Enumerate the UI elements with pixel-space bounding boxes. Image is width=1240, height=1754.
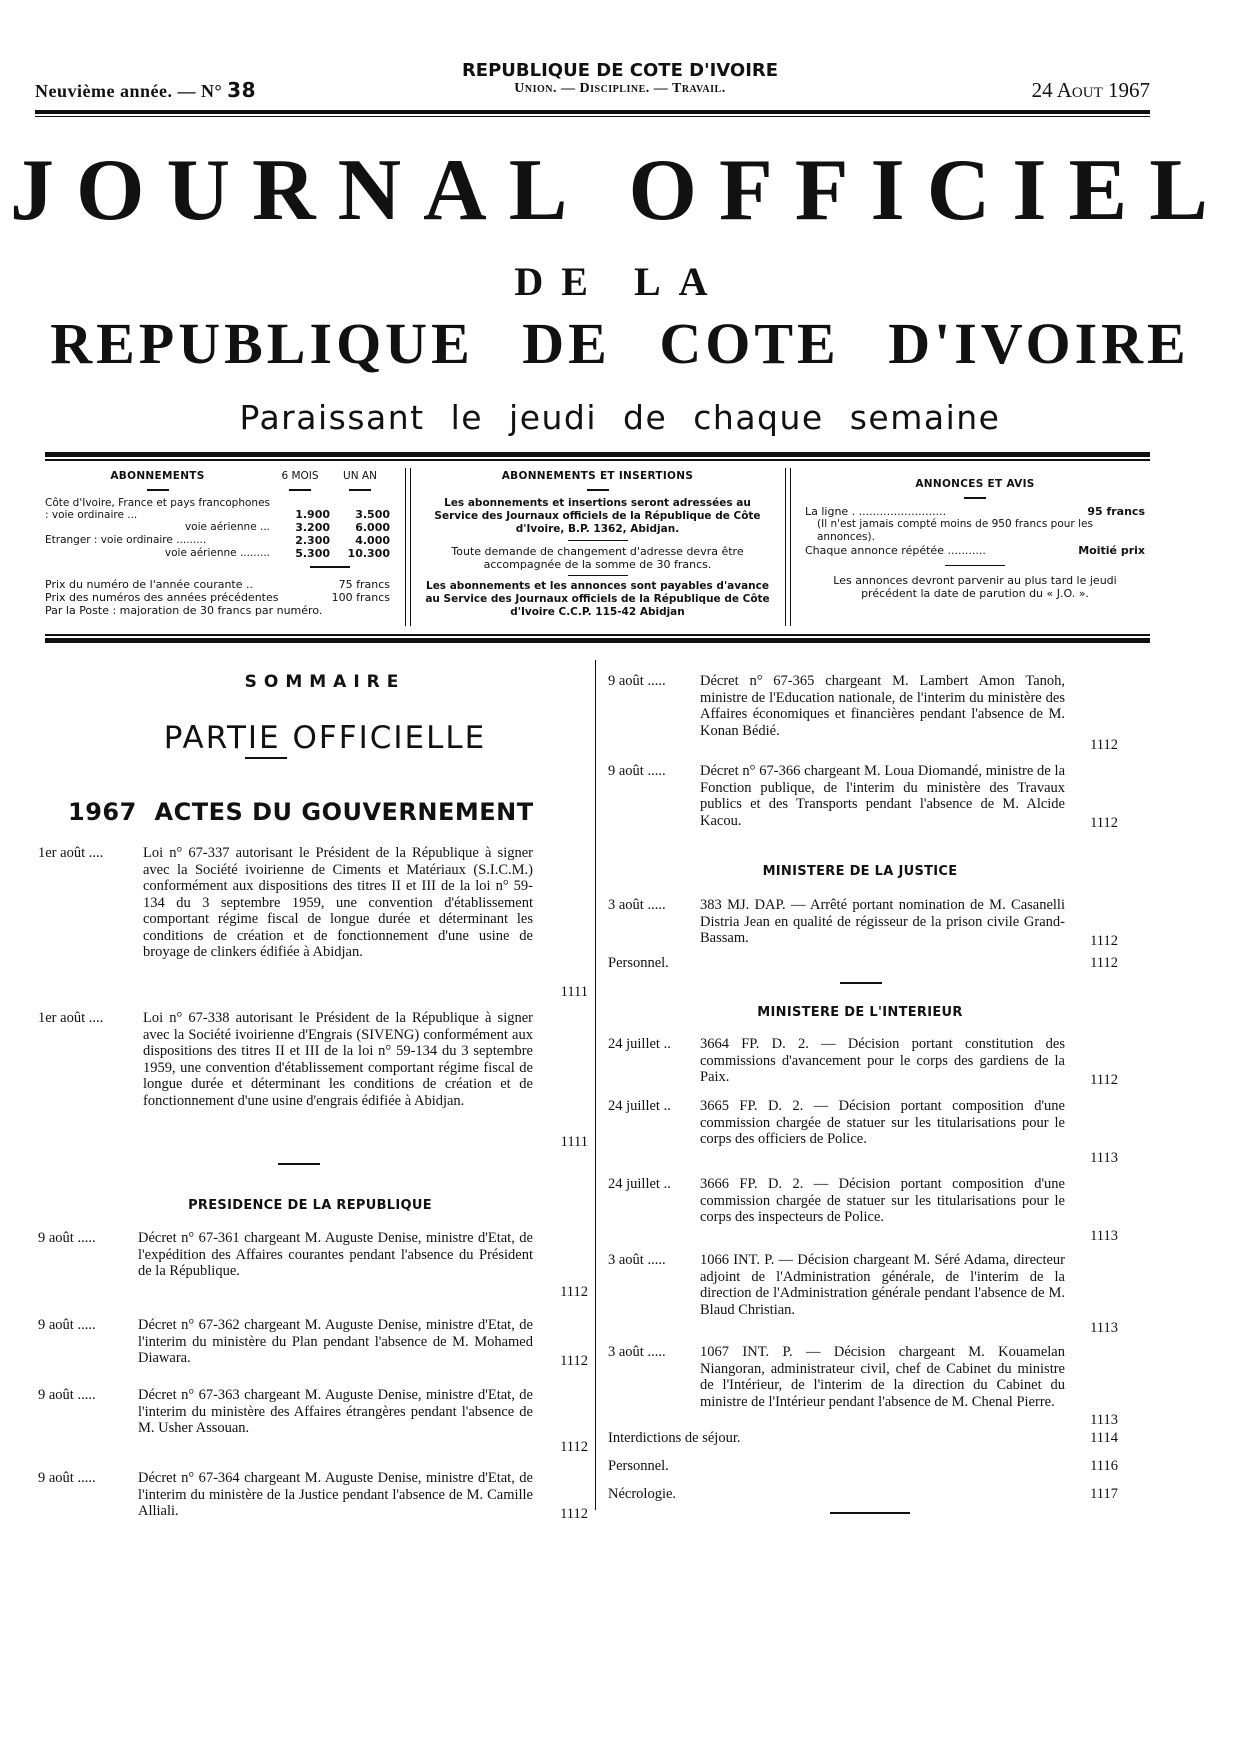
annonces-heading: ANNONCES ET AVIS (915, 478, 1035, 490)
header-country: REPUBLIQUE DE COTE D'IVOIRE (461, 60, 779, 81)
insertions-payment: Les abonnements et les annonces sont payables d'avance au Service des Journaux officiels de la République de Côte d'Ivoire C.C.P. 115-42 Abidjan (425, 580, 770, 618)
entry-page: 1112 (560, 1283, 588, 1300)
entry-text: 1067 INT. P. — Décision chargeant M. Kouamelan Niangoran, administrateur civil, chef de Cabinet du ministre de l'Intérieur, de l'interim de la direction du Cabinet du ministre de l'Intérieur pendant l'absence de M. Chenal Pierre. (700, 1344, 1065, 1410)
header-center (420, 60, 820, 97)
header-motto: Union. — Discipline. — Travail. (514, 81, 726, 96)
annonce-line-value: 95 francs (1087, 505, 1145, 518)
tarif-value: 10.300 (347, 547, 390, 560)
entry-page: 1112 (1090, 932, 1118, 949)
price-label: Prix du numéro de l'année courante .. (45, 578, 254, 591)
entry-text: Décret n° 67-363 chargeant M. Auguste Denise, ministre d'Etat, de l'interim du ministère des Affaires étrangères pendant l'absence de M. Usher Assouan. (138, 1387, 533, 1436)
edition-label: Neuvième année. — N° (35, 81, 223, 101)
tarif-label: voie aérienne ... (184, 521, 270, 533)
insertions-heading: ABONNEMENTS ET INSERTIONS (501, 470, 694, 482)
entry-page: 1117 (1090, 1486, 1118, 1502)
actes-heading (68, 798, 568, 826)
entry-text: Loi n° 67-337 autorisant le Président de la République à signer avec la Société ivoirienne de Ciments et Matériaux (S.I.C.M.) conformément aux dispositions des titres II et III de la loi n° 59-134 du 3 septembre 1959, une convention d'établissement comportant régime fiscal de longue durée et déterminant les conditions de création et de fonctionnement d'une usine de broyage de clinkers édifiée à Abidjan. (143, 845, 533, 960)
box-separator (785, 468, 791, 626)
annonce-line-label: La ligne . ......................... (805, 505, 947, 518)
list-item (608, 1458, 1118, 1475)
list-item (38, 845, 588, 1000)
annonce-repeat-label: Chaque annonce répétée ........... (805, 544, 986, 557)
entry-date: 24 juillet .. (608, 1098, 671, 1114)
entry-page: 1111 (560, 1133, 588, 1150)
list-item (608, 1344, 1118, 1428)
entry-page: 1112 (560, 1438, 588, 1455)
entry-date: 9 août ..... (38, 1387, 96, 1403)
entry-page: 1112 (1090, 1071, 1118, 1088)
entry-text: Décret n° 67-364 chargeant M. Auguste Denise, ministre d'Etat, de l'interim du ministère de la Justice pendant l'absence de M. Camille Alliali. (138, 1470, 533, 1519)
entry-page: 1113 (1090, 1149, 1118, 1166)
entry-page: 1112 (1090, 814, 1118, 831)
section-presidence: PRESIDENCE DE LA REPUBLIQUE (188, 1198, 432, 1213)
tarif-value: 2.300 (295, 534, 330, 547)
title-de-la: DE LA (514, 259, 726, 304)
entry-text: Décret n° 67-361 chargeant M. Auguste Denise, ministre d'Etat, de l'expédition des Affaires courantes pendant l'absence du Président de la République. (138, 1230, 533, 1279)
list-item (38, 1470, 588, 1522)
entry-page: 1112 (1090, 736, 1118, 753)
insertions-change-address: Toute demande de changement d'adresse devra être accompagnée de la somme de 30 francs. (451, 545, 744, 571)
price-note: Par la Poste : majoration de 30 francs par numéro. (45, 604, 323, 617)
entry-page: 1113 (1090, 1227, 1118, 1244)
box-separator (405, 468, 411, 626)
entry-label: Nécrologie. (608, 1486, 677, 1502)
list-item (608, 897, 1118, 949)
header-rule-thin (35, 116, 1150, 117)
insertions-address: Les abonnements et insertions seront adressées au Service des Journaux officiels de la République de Côte d'Ivoire, B.P. 1362, Abidjan. (434, 497, 761, 535)
entry-page: 1113 (1090, 1319, 1118, 1336)
section-interieur: MINISTERE DE L'INTERIEUR (757, 1005, 963, 1020)
boxes-rule-thin (45, 634, 1150, 636)
list-item (608, 1252, 1118, 1336)
title-republic: REPUBLIQUE DE COTE D'IVOIRE (50, 311, 1190, 376)
entry-date: 3 août ..... (608, 1252, 666, 1268)
list-item (38, 1387, 588, 1455)
entry-date: 9 août ..... (608, 763, 666, 779)
annonces-box (805, 470, 1145, 622)
partie-underline (245, 757, 287, 759)
entry-page: 1112 (560, 1505, 588, 1522)
price-value: 100 francs (331, 591, 390, 604)
entry-text: Décret n° 67-362 chargeant M. Auguste Denise, ministre d'Etat, de l'interim du ministère du Plan pendant l'absence de M. Mohamed Diawara. (138, 1317, 533, 1366)
list-item (38, 1010, 588, 1150)
price-label: Prix des numéros des années précédentes (45, 591, 279, 604)
journal-title: JOURNAL OFFICIEL (10, 142, 1230, 239)
annonce-repeat-value: Moitié prix (1078, 544, 1145, 557)
actes-title: ACTES DU GOUVERNEMENT (154, 798, 534, 826)
col-6-mois: 6 MOIS (281, 470, 319, 482)
tarif-label: Côte d'Ivoire, France et pays francophones : voie ordinaire ... (45, 497, 271, 521)
entry-page: 1113 (1090, 1411, 1118, 1428)
entry-text: 3666 FP. D. 2. — Décision portant composition d'une commission chargée de statuer sur les titularisations pour le corps des inspecteurs de Police. (700, 1176, 1065, 1225)
tarif-value: 1.900 (295, 508, 330, 521)
entry-text: Décret n° 67-366 chargeant M. Loua Diomandé, ministre de la Fonction publique, de l'interim du ministère des Travaux publics et des Transports pendant l'absence de M. Alcide Kacou. (700, 763, 1065, 829)
boxes-rule (45, 638, 1150, 643)
entry-date: 9 août ..... (38, 1470, 96, 1486)
insertions-box (425, 470, 770, 622)
entry-date: 1er août .... (38, 1010, 104, 1026)
list-item (608, 673, 1118, 753)
entry-label: Interdictions de séjour. (608, 1430, 741, 1446)
annonce-line-note: (Il n'est jamais compté moins de 950 francs pour les annonces). (817, 518, 1093, 543)
entry-text: 3664 FP. D. 2. — Décision portant constitution des commissions d'avancement pour le corps des gardiens de la Paix. (700, 1036, 1065, 1085)
entry-date: 3 août ..... (608, 1344, 666, 1360)
masthead-rule-thin (45, 459, 1150, 461)
entry-page: 1116 (1090, 1458, 1118, 1474)
tarif-value: 5.300 (295, 547, 330, 560)
masthead-rule (45, 452, 1150, 457)
list-item (608, 1176, 1118, 1244)
entry-text: 383 MJ. DAP. — Arrêté portant nomination de M. Casanelli Distria Jean en qualité de régisseur de la prison civile Grand-Bassam. (700, 897, 1065, 946)
entry-text: Décret n° 67-365 chargeant M. Lambert Amon Tanoh, ministre de l'Education nationale, de l'interim du ministère des Affaires économiques et financières pendant l'absence de M. Konan Bédié. (700, 673, 1065, 739)
list-item (608, 1036, 1118, 1088)
partie-officielle: PARTIE OFFICIELLE (163, 720, 487, 756)
separator (840, 982, 882, 984)
entry-label: Personnel. (608, 955, 669, 971)
end-separator (830, 1512, 910, 1514)
separator (278, 1163, 320, 1165)
tarif-value: 3.200 (295, 521, 330, 534)
list-item (608, 1098, 1118, 1166)
abonnements-heading: ABONNEMENTS (110, 470, 205, 482)
tarif-value: 6.000 (355, 521, 390, 534)
list-item (608, 1486, 1118, 1503)
column-separator (595, 660, 596, 1510)
col-un-an: UN AN (343, 470, 377, 482)
sommaire-title: SOMMAIRE (244, 672, 406, 692)
tarif-value: 3.500 (355, 508, 390, 521)
tarif-label: Etranger : voie ordinaire ......... (45, 534, 207, 546)
entry-text: 1066 INT. P. — Décision chargeant M. Séré Adama, directeur adjoint de l'Administration générale, de l'interim de la direction de l'Administration générale pendant l'absence de M. Blaud Christian. (700, 1252, 1065, 1318)
list-item (608, 763, 1118, 831)
entry-date: 3 août ..... (608, 897, 666, 913)
entry-page: 1111 (560, 983, 588, 1000)
tarif-value: 4.000 (355, 534, 390, 547)
entry-date: 24 juillet .. (608, 1036, 671, 1052)
entry-date: 24 juillet .. (608, 1176, 671, 1192)
entry-date: 9 août ..... (38, 1230, 96, 1246)
entry-date: 1er août .... (38, 845, 104, 861)
tarif-label: voie aérienne ......... (164, 547, 270, 559)
actes-year: 1967 (68, 798, 137, 826)
list-item (38, 1230, 588, 1300)
list-item (608, 955, 1118, 972)
abonnements-box (45, 470, 390, 622)
publication-frequency: Paraissant le jeudi de chaque semaine (239, 398, 1001, 437)
section-justice: MINISTERE DE LA JUSTICE (762, 864, 958, 879)
annonce-deadline: Les annonces devront parvenir au plus tard le jeudi précédent la date de parution du « J.O. ». (833, 574, 1117, 600)
list-item (608, 1430, 1118, 1447)
issue-number: 38 (227, 78, 257, 102)
entry-date: 9 août ..... (38, 1317, 96, 1333)
entry-page: 1114 (1090, 1430, 1118, 1446)
edition-info (35, 78, 256, 102)
entry-page: 1112 (1090, 955, 1118, 971)
entry-text: Loi n° 67-338 autorisant le Président de la République à signer avec la Société ivoirienne d'Engrais (SIVENG) conformément aux dispositions des titres II et III de la loi n° 59-134 du 3 septembre 1959, une convention d'établissement comportant régime fiscal de longue durée et déterminant les conditions de création et de fonctionnement d'une usine d'engrais édifiée à Abidjan. (143, 1010, 533, 1109)
price-value: 75 francs (338, 578, 390, 591)
entry-label: Personnel. (608, 1458, 669, 1474)
entry-date: 9 août ..... (608, 673, 666, 689)
entry-page: 1112 (560, 1352, 588, 1369)
issue-date: 24 Aout 1967 (1031, 78, 1150, 102)
entry-text: 3665 FP. D. 2. — Décision portant composition d'une commission chargée de statuer sur les titularisations pour le corps des officiers de Police. (700, 1098, 1065, 1147)
list-item (38, 1317, 588, 1369)
header-rule (35, 110, 1150, 114)
